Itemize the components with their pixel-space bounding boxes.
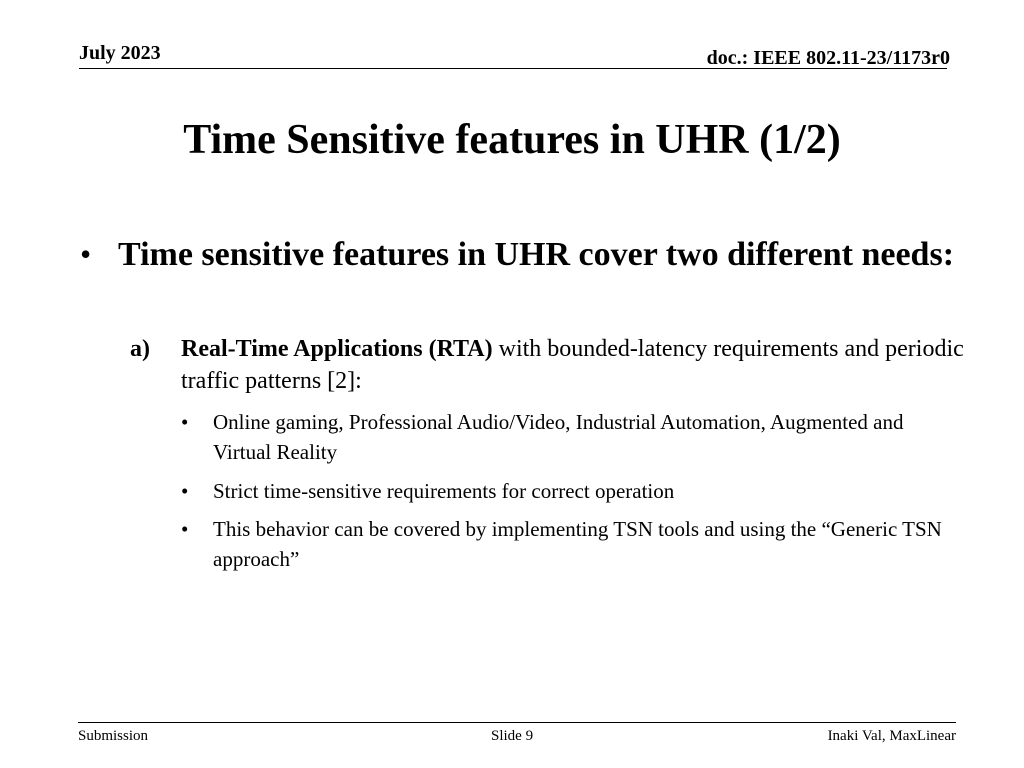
footer-author: Inaki Val, MaxLinear (827, 728, 956, 744)
sub-item-text (181, 333, 981, 397)
bullet-icon: • (181, 479, 189, 503)
footer-submission: Submission (78, 728, 149, 744)
detail-text: Online gaming, Professional Audio/Video, Industrial Automation, Augmented and Virtual Reality (213, 410, 904, 464)
sub-item-bold: Real-Time Applications (RTA) (181, 336, 493, 362)
footer-divider (78, 722, 956, 723)
bullet-icon: • (80, 236, 92, 272)
bullet-icon: • (181, 517, 189, 541)
main-point: Time sensitive features in UHR cover two different needs: (118, 236, 955, 273)
detail-text: Strict time-sensitive requirements for correct operation (213, 479, 675, 503)
sub-item-marker: a) (130, 336, 150, 362)
bullet-icon: • (181, 410, 189, 434)
detail-text: This behavior can be covered by implementing TSN tools and using the “Generic TSN approach” (213, 517, 942, 571)
sub-item-rest: with bounded-latency requirements and periodic traffic patterns [2]: (181, 336, 964, 394)
header-doc-id: doc.: IEEE 802.11-23/1173r0 (706, 47, 950, 69)
header-date: July 2023 (79, 42, 161, 64)
header-divider (79, 68, 947, 69)
slide-title: Time Sensitive features in UHR (1/2) (183, 117, 841, 163)
footer-slide-number: Slide 9 (491, 728, 534, 744)
